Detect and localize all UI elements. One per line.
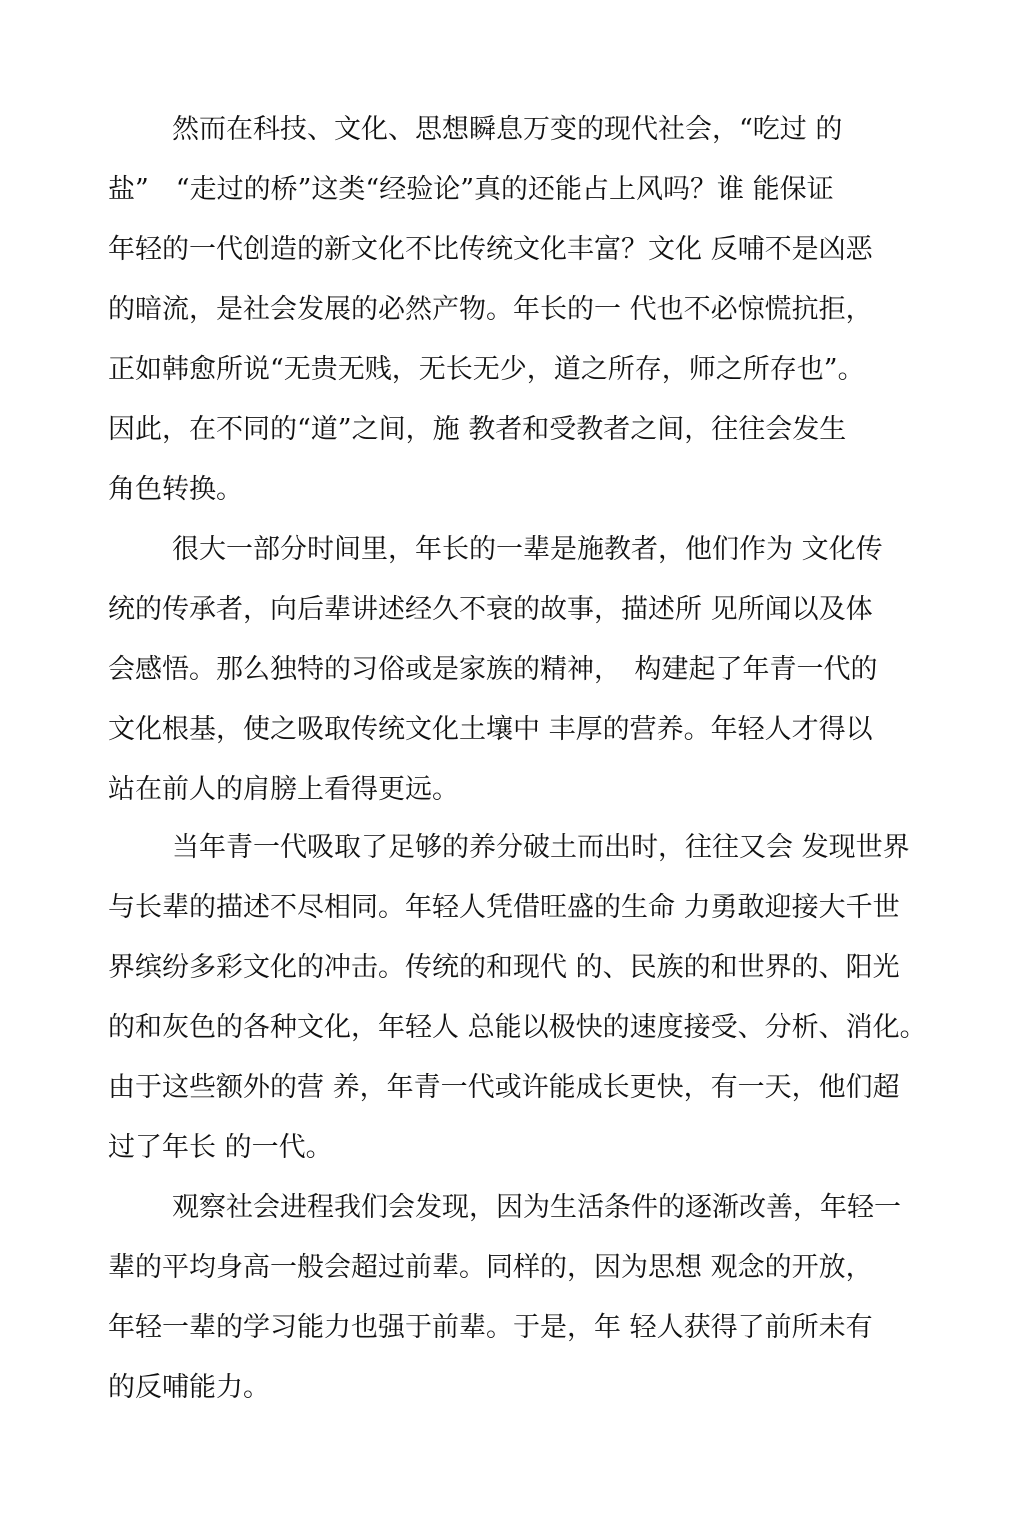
paragraph-line: 年轻的一代创造的新文化不比传统文化丰富？文化 反哺不是凶恶 [108, 234, 873, 265]
paragraph-line: 站在前人的肩膀上看得更远。 [108, 774, 459, 805]
paragraph-line: 很大一部分时间里，年长的一辈是施教者，他们作为 文化传 [172, 534, 883, 565]
paragraph-line: 的暗流，是社会发展的必然产物。年长的一 代也不必惊慌抗拒， [108, 294, 873, 325]
paragraph-line: 正如韩愈所说“无贵无贱，无长无少，道之所存，师之所存也”。 [108, 354, 865, 385]
paragraph-line: 的和灰色的各种文化，年轻人 总能以极快的速度接受、分析、消化。 [108, 1012, 927, 1043]
paragraph-line: 观察社会进程我们会发现，因为生活条件的逐渐改善，年轻一 [172, 1192, 901, 1223]
paragraph-line: 由于这些额外的营 养，年青一代或许能成长更快，有一天，他们超 [108, 1072, 900, 1103]
paragraph-line: 盐” “走过的桥”这类“经验论”真的还能占上风吗？谁 能保证 [108, 174, 834, 205]
paragraph-line: 然而在科技、文化、思想瞬息万变的现代社会，“吃过 的 [172, 114, 843, 145]
paragraph-line: 与长辈的描述不尽相同。年轻人凭借旺盛的生命 力勇敢迎接大千世 [108, 892, 900, 923]
paragraph-line: 角色转换。 [108, 474, 243, 505]
paragraph-line: 辈的平均身高一般会超过前辈。同样的，因为思想 观念的开放， [108, 1252, 873, 1283]
paragraph-line: 会感悟。那么独特的习俗或是家族的精神， 构建起了年青一代的 [108, 654, 878, 685]
paragraph-line: 当年青一代吸取了足够的养分破土而出时，往往又会 发现世界 [172, 832, 910, 863]
paragraph-line: 文化根基，使之吸取传统文化土壤中 丰厚的营养。年轻人才得以 [108, 714, 873, 745]
paragraph-line: 年轻一辈的学习能力也强于前辈。于是，年 轻人获得了前所未有 [108, 1312, 873, 1343]
paragraph-line: 因此，在不同的“道”之间，施 教者和受教者之间，往往会发生 [108, 414, 847, 445]
paragraph-line: 的反哺能力。 [108, 1372, 270, 1403]
paragraph-line: 统的传承者，向后辈讲述经久不衰的故事，描述所 见所闻以及体 [108, 594, 873, 625]
paragraph-line: 过了年长 的一代。 [108, 1132, 333, 1163]
paragraph-line: 界缤纷多彩文化的冲击。传统的和现代 的、民族的和世界的、阳光 [108, 952, 900, 983]
